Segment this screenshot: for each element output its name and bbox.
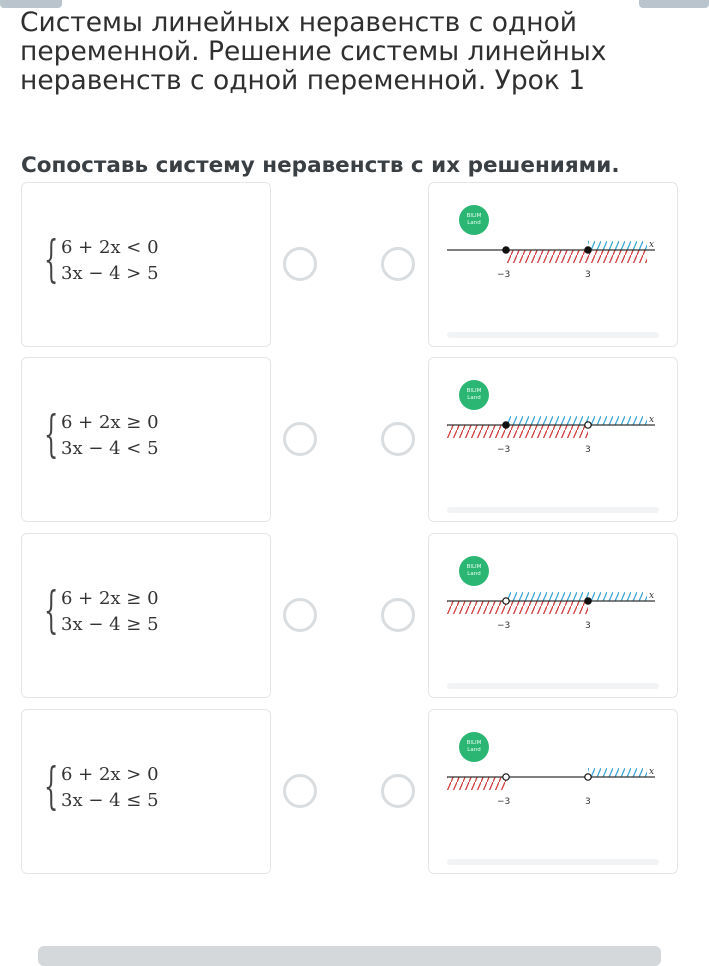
number-line-diagram — [445, 768, 660, 820]
axis-variable-label: x — [649, 241, 655, 250]
bottom-action-bar[interactable] — [38, 946, 661, 966]
task-instruction: Сопоставь систему неравенств с их решениями. — [21, 153, 620, 178]
system-card[interactable] — [21, 709, 271, 874]
bilimland-logo-icon: BILIM Land — [459, 205, 489, 235]
system-brace: { — [44, 405, 59, 463]
inequality-line-1: 6 + 2x ≥ 0 — [61, 412, 159, 433]
system-brace: { — [44, 230, 59, 288]
number-line-diagram — [445, 592, 660, 644]
page-title: Системы линейных неравенств с одной переменной. Решение системы линейных неравенств с одной переменной. Урок 1 — [20, 7, 607, 96]
open-point — [503, 774, 509, 780]
system-card[interactable] — [21, 357, 271, 522]
inequality-line-2: 3x − 4 < 5 — [61, 438, 159, 459]
bilimland-logo-icon: BILIM Land — [459, 732, 489, 762]
solution-card[interactable] — [428, 533, 678, 698]
card-footer-bar — [447, 859, 659, 865]
number-line-diagram — [445, 416, 660, 468]
number-line-diagram — [445, 241, 660, 293]
bilimland-logo-icon: BILIM Land — [459, 556, 489, 586]
blue-hatch-region — [506, 592, 647, 601]
tick-label-left: −3 — [497, 270, 511, 280]
axis-variable-label: x — [649, 416, 655, 425]
system-brace: { — [44, 581, 59, 639]
inequality-line-2: 3x − 4 > 5 — [61, 263, 159, 284]
match-radio-right[interactable] — [381, 598, 415, 632]
inequality-line-1: 6 + 2x > 0 — [61, 764, 159, 785]
match-radio-right[interactable] — [381, 774, 415, 808]
axis-variable-label: x — [649, 592, 655, 601]
number-line — [445, 416, 660, 472]
number-line — [445, 241, 660, 297]
blue-hatch-region — [506, 416, 647, 425]
tick-label-right: 3 — [585, 621, 591, 631]
red-hatch-region — [447, 601, 588, 614]
red-hatch-region — [506, 250, 647, 263]
match-radio-left[interactable] — [283, 247, 317, 281]
tick-label-right: 3 — [585, 445, 591, 455]
filled-point — [585, 598, 591, 604]
tick-label-right: 3 — [585, 270, 591, 280]
system-card[interactable] — [21, 182, 271, 347]
filled-point — [503, 247, 509, 253]
tick-label-right: 3 — [585, 797, 591, 807]
open-point — [585, 422, 591, 428]
open-point — [503, 598, 509, 604]
system-card[interactable] — [21, 533, 271, 698]
card-footer-bar — [447, 332, 659, 338]
match-radio-left[interactable] — [283, 774, 317, 808]
inequality-line-1: 6 + 2x ≥ 0 — [61, 588, 159, 609]
top-tab-right — [639, 0, 709, 8]
solution-card[interactable] — [428, 709, 678, 874]
inequality-line-2: 3x − 4 ≥ 5 — [61, 614, 159, 635]
tick-label-left: −3 — [497, 797, 511, 807]
solution-card[interactable] — [428, 182, 678, 347]
card-footer-bar — [447, 507, 659, 513]
open-point — [585, 774, 591, 780]
filled-point — [503, 422, 509, 428]
red-hatch-region — [447, 425, 588, 438]
system-brace: { — [44, 757, 59, 815]
axis-variable-label: x — [649, 768, 655, 777]
match-radio-left[interactable] — [283, 598, 317, 632]
number-line — [445, 592, 660, 648]
blue-hatch-region — [588, 241, 647, 250]
bilimland-logo-icon: BILIM Land — [459, 380, 489, 410]
match-radio-right[interactable] — [381, 422, 415, 456]
filled-point — [585, 247, 591, 253]
match-radio-right[interactable] — [381, 247, 415, 281]
tick-label-left: −3 — [497, 445, 511, 455]
red-hatch-region — [447, 777, 506, 790]
inequality-line-1: 6 + 2x < 0 — [61, 237, 159, 258]
number-line — [445, 768, 660, 824]
solution-card[interactable] — [428, 357, 678, 522]
match-radio-left[interactable] — [283, 422, 317, 456]
blue-hatch-region — [588, 768, 647, 777]
inequality-line-2: 3x − 4 ≤ 5 — [61, 790, 159, 811]
card-footer-bar — [447, 683, 659, 689]
tick-label-left: −3 — [497, 621, 511, 631]
